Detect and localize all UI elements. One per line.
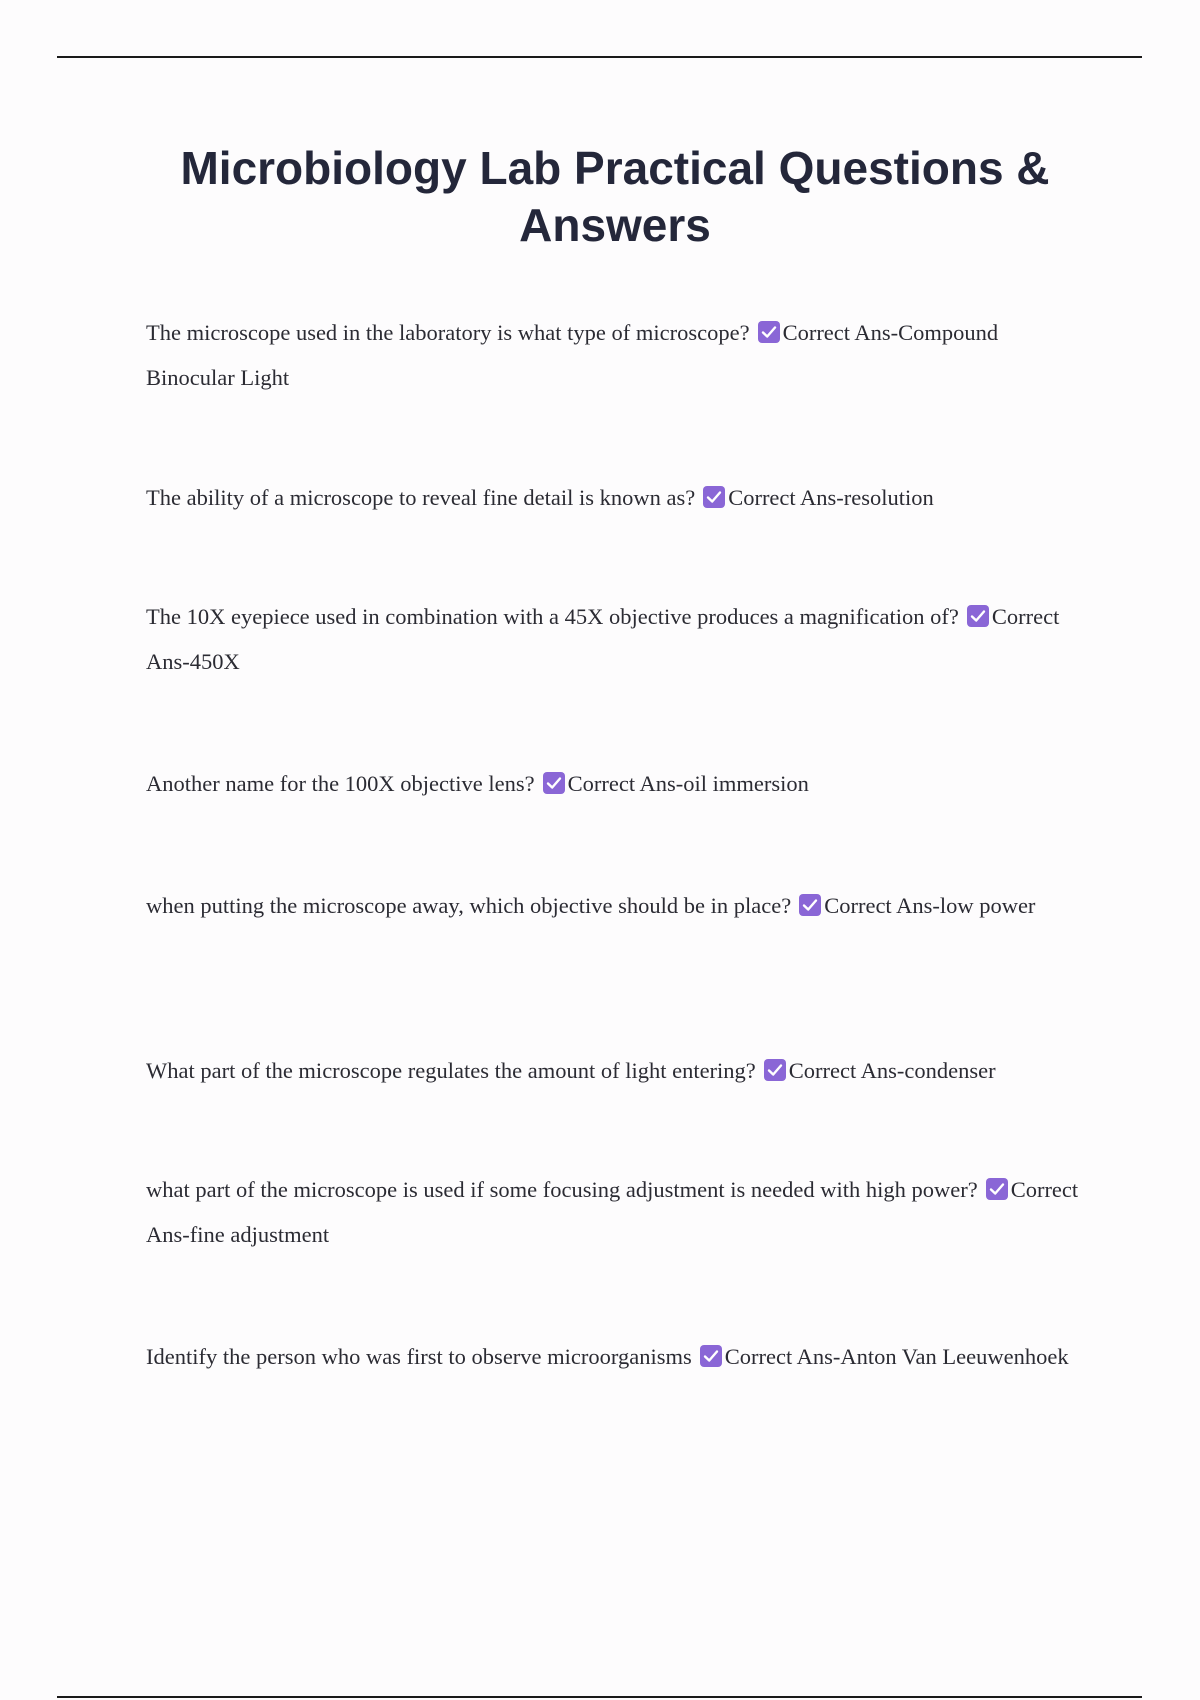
qa-item-3 bbox=[146, 594, 1081, 684]
question-text: The microscope used in the laboratory is what type of microscope? bbox=[146, 320, 750, 345]
answer-text: Correct Ans-oil immersion bbox=[567, 771, 809, 796]
question-text: The ability of a microscope to reveal fine detail is known as? bbox=[146, 485, 696, 510]
qa-item-1 bbox=[146, 310, 1081, 400]
checkbox-checked-icon bbox=[703, 486, 725, 508]
checkbox-checked-icon bbox=[799, 894, 821, 916]
qa-item-4 bbox=[146, 761, 1081, 806]
bottom-divider bbox=[57, 1696, 1142, 1698]
answer-text: Correct Ans-Compound Binocular Light bbox=[146, 320, 999, 390]
checkbox-checked-icon bbox=[986, 1178, 1008, 1200]
qa-item-6 bbox=[146, 1048, 1081, 1093]
checkbox-checked-icon bbox=[764, 1059, 786, 1081]
question-text: when putting the microscope away, which objective should be in place? bbox=[146, 893, 792, 918]
answer-text: Correct Ans-450X bbox=[146, 604, 1060, 674]
checkbox-checked-icon bbox=[543, 772, 565, 794]
answer-text: Correct Ans-resolution bbox=[728, 485, 934, 510]
qa-item-8 bbox=[146, 1334, 1081, 1379]
top-divider bbox=[57, 56, 1142, 58]
question-text: The 10X eyepiece used in combination with a 45X objective produces a magnification of? bbox=[146, 604, 959, 629]
question-text: what part of the microscope is used if some focusing adjustment is needed with high power? bbox=[146, 1177, 978, 1202]
answer-text: Correct Ans-Anton Van Leeuwenhoek bbox=[724, 1344, 1069, 1369]
answer-text: Correct Ans-low power bbox=[824, 893, 1036, 918]
question-text: What part of the microscope regulates the amount of light entering? bbox=[146, 1058, 756, 1083]
qa-item-7 bbox=[146, 1167, 1081, 1257]
question-text: Another name for the 100X objective lens? bbox=[146, 771, 535, 796]
answer-text: Correct Ans-condenser bbox=[788, 1058, 996, 1083]
qa-item-5 bbox=[146, 883, 1081, 928]
qa-item-2 bbox=[146, 475, 1081, 520]
checkbox-checked-icon bbox=[967, 605, 989, 627]
answer-text: Correct Ans-fine adjustment bbox=[146, 1177, 1079, 1247]
checkbox-checked-icon bbox=[700, 1345, 722, 1367]
checkbox-checked-icon bbox=[758, 321, 780, 343]
question-text: Identify the person who was first to observe microorganisms bbox=[146, 1344, 692, 1369]
page-title: Microbiology Lab Practical Questions & Answers bbox=[180, 142, 1050, 251]
